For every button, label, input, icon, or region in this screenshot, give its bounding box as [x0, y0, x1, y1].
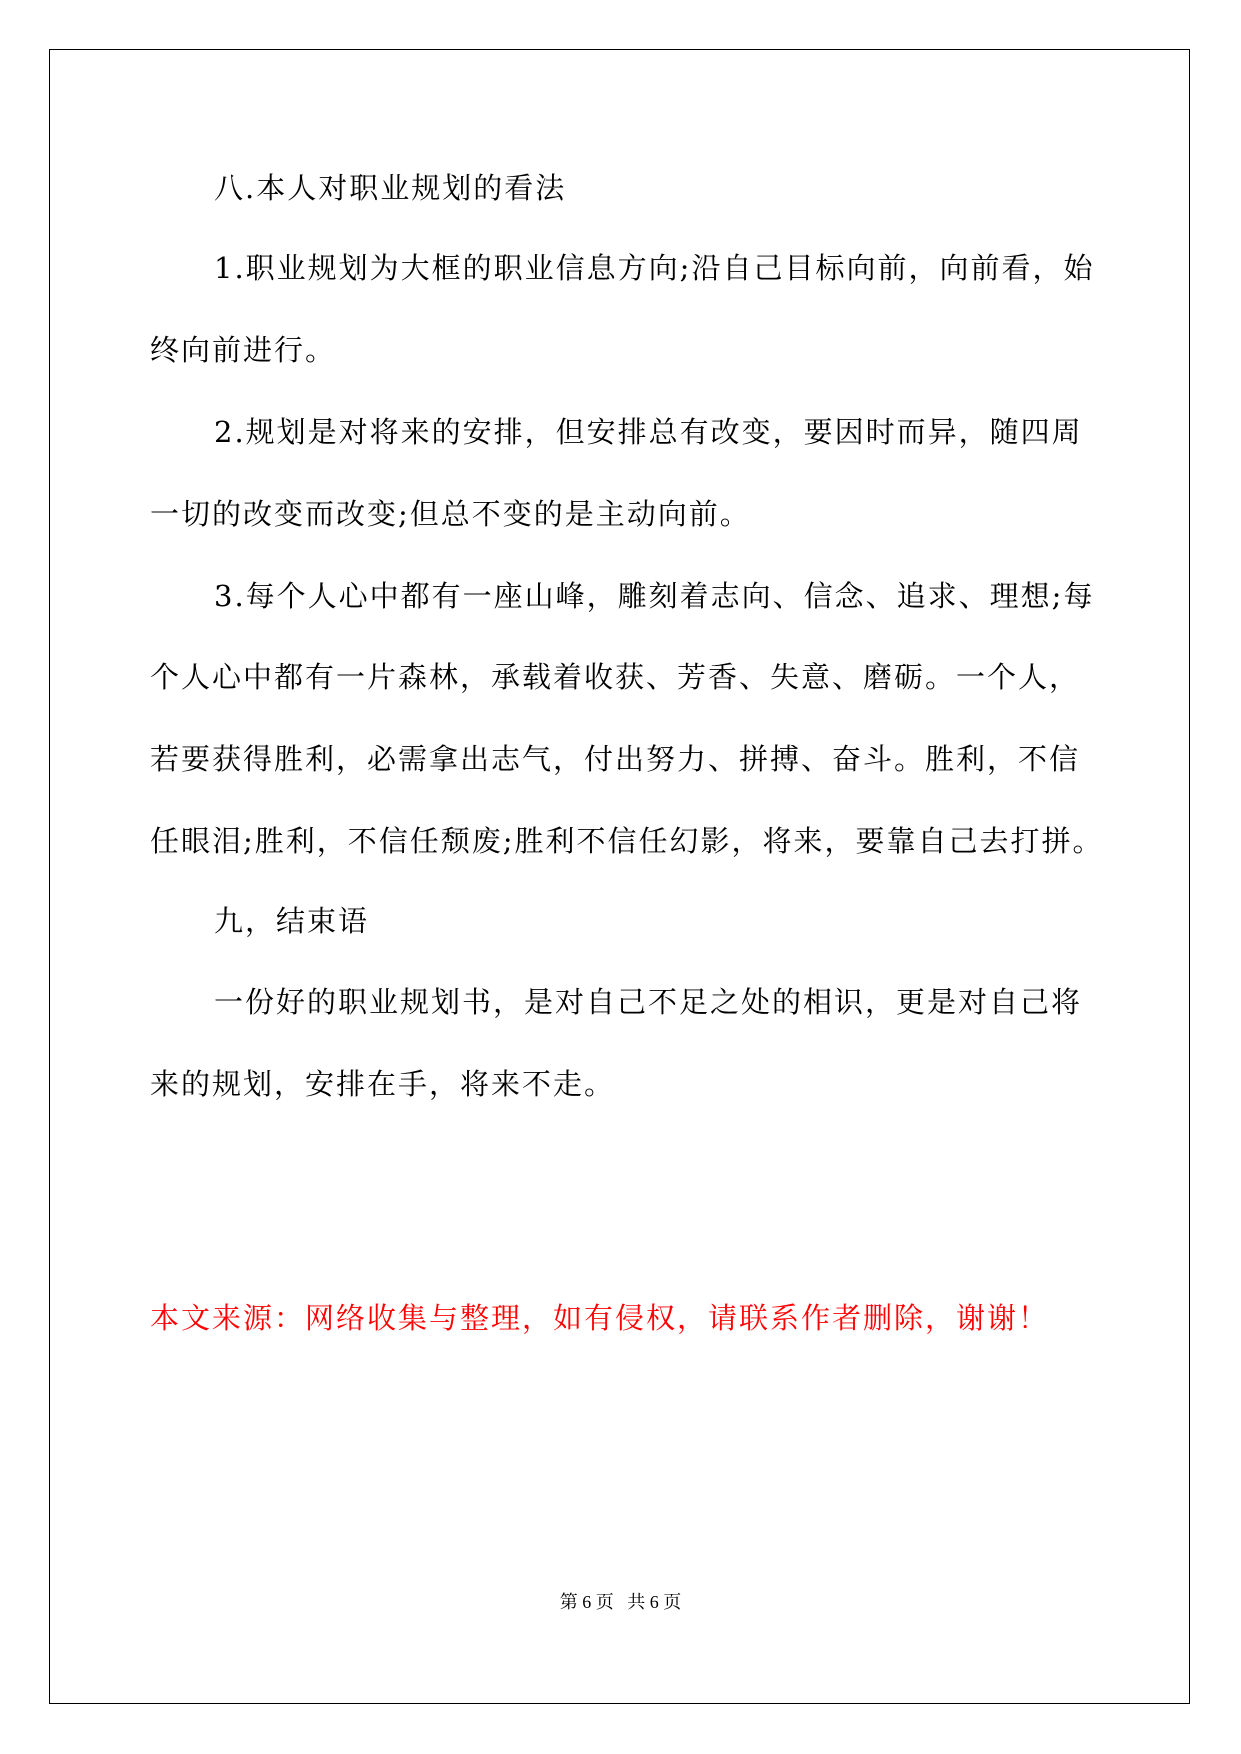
paragraph-1-line-2: 终向前进行。	[150, 333, 337, 367]
paragraph-4-line-2: 来的规划，安排在手，将来不走。	[150, 1067, 616, 1101]
paragraph-3-line-4: 任眼泪;胜利，不信任颓废;胜利不信任幻影，将来，要靠自己去打拼。	[150, 824, 1104, 858]
paragraph-3-line-2: 个人心中都有一片森林，承载着收获、芳香、失意、磨砺。一个人，	[150, 660, 1081, 694]
section-heading-9: 九，结束语	[214, 904, 370, 938]
paragraph-4-line-1: 一份好的职业规划书，是对自己不足之处的相识，更是对自己将	[214, 985, 1083, 1019]
page-number-footer: 第 6 页 共 6 页	[559, 1592, 682, 1612]
source-notice: 本文来源：网络收集与整理，如有侵权，请联系作者删除，谢谢！	[150, 1301, 1050, 1335]
section-heading-8: 八.本人对职业规划的看法	[214, 171, 567, 205]
paragraph-2-line-2: 一切的改变而改变;但总不变的是主动向前。	[150, 497, 751, 531]
paragraph-1-line-1: 1.职业规划为大框的职业信息方向;沿自己目标向前，向前看，始	[214, 251, 1095, 285]
paragraph-3-line-3: 若要获得胜利，必需拿出志气，付出努力、拼搏、奋斗。胜利，不信	[150, 742, 1081, 776]
paragraph-3-line-1: 3.每个人心中都有一座山峰，雕刻着志向、信念、追求、理想;每	[214, 579, 1095, 613]
paragraph-2-line-1: 2.规划是对将来的安排，但安排总有改变，要因时而异，随四周	[214, 415, 1083, 449]
page-border	[49, 49, 1190, 1704]
